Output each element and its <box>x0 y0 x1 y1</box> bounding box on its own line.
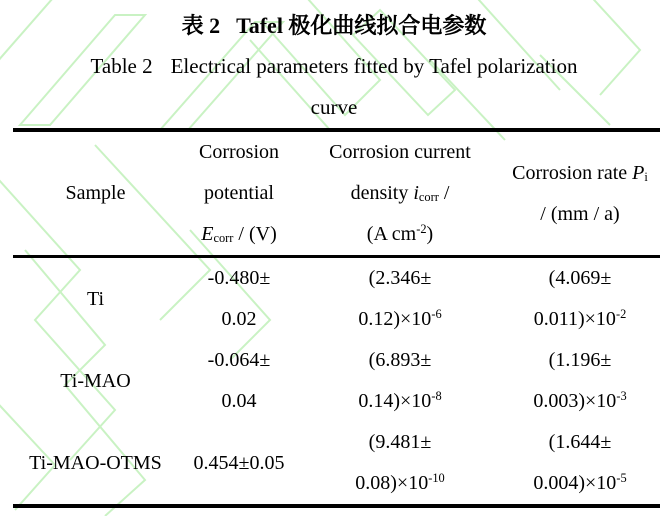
table-row-ti <box>13 257 660 341</box>
cell-line: (1.196± <box>548 349 612 371</box>
corrosion-rate-cell <box>500 257 660 341</box>
current-density-cell <box>300 340 500 422</box>
cell-line: (4.069± <box>548 267 612 289</box>
header-line: Corrosion <box>199 141 279 163</box>
cell-line: 0.454±0.05 <box>193 451 285 474</box>
caption-english-line2: curve <box>310 95 358 119</box>
caption-english-line1 <box>0 46 668 87</box>
cell-line: $0.004)\times 10^{-5}$ <box>533 471 627 494</box>
cell-line: 0.04 <box>221 390 257 412</box>
cell-line: $0.003)\times 10^{-3}$ <box>533 389 627 412</box>
header-line: / (mm / a) <box>540 202 620 225</box>
header-line: Corrosion rate $P_i$ <box>512 161 648 184</box>
potential-cell <box>178 257 300 341</box>
current-density-cell <box>300 422 500 506</box>
potential-cell <box>178 340 300 422</box>
table-caption <box>0 0 668 128</box>
col-header-corrosion-current-density <box>300 130 500 257</box>
col-header-corrosion-rate <box>500 130 660 257</box>
header-row <box>13 130 660 257</box>
cell-line: (2.346± <box>368 267 432 289</box>
cell-line: $0.011)\times 10^{-2}$ <box>533 307 627 330</box>
caption-en-label: Table 2 <box>90 54 153 78</box>
cell-line: $0.08)\times 10^{-10}$ <box>355 471 445 494</box>
header-line: density $i_{corr}$ / <box>350 182 450 205</box>
cell-line: $0.12)\times 10^{-6}$ <box>358 307 442 330</box>
caption-zh-text: Tafel 极化曲线拟合电参数 <box>236 13 487 38</box>
cell-line: 0.02 <box>221 308 257 330</box>
caption-chinese <box>0 5 668 46</box>
table-row-ti-mao <box>13 340 660 422</box>
sample-cell: Ti-MAO-OTMS <box>29 451 162 474</box>
cell-line: $0.14)\times 10^{-8}$ <box>358 389 442 412</box>
caption-zh-label: 表 2 <box>181 13 221 38</box>
table-row-ti-mao-otms <box>13 422 660 506</box>
header-line: Corrosion current <box>329 141 471 163</box>
header-line: potential <box>204 182 274 204</box>
sample-cell: Ti <box>86 287 105 310</box>
cell-line: (6.893± <box>368 349 432 371</box>
sample-cell: Ti-MAO <box>60 369 131 392</box>
col-header-sample <box>13 130 178 257</box>
header-line: (A $cm^{-2}$) <box>366 222 434 245</box>
cell-line: -0.064± <box>207 349 271 371</box>
cell-line: -0.480± <box>207 267 271 289</box>
cell-line: (9.481± <box>368 431 432 453</box>
header-line: Sample <box>65 182 126 204</box>
col-header-corrosion-potential <box>178 130 300 257</box>
caption-en-text: Electrical parameters fitted by Tafel polarization <box>170 54 578 78</box>
header-line: $E_{corr} / (V)$ <box>201 223 277 246</box>
potential-cell <box>178 422 300 506</box>
corrosion-rate-cell <box>500 340 660 422</box>
current-density-cell <box>300 257 500 341</box>
parameters-table <box>13 128 660 508</box>
cell-line: (1.644± <box>548 431 612 453</box>
corrosion-rate-cell <box>500 422 660 506</box>
